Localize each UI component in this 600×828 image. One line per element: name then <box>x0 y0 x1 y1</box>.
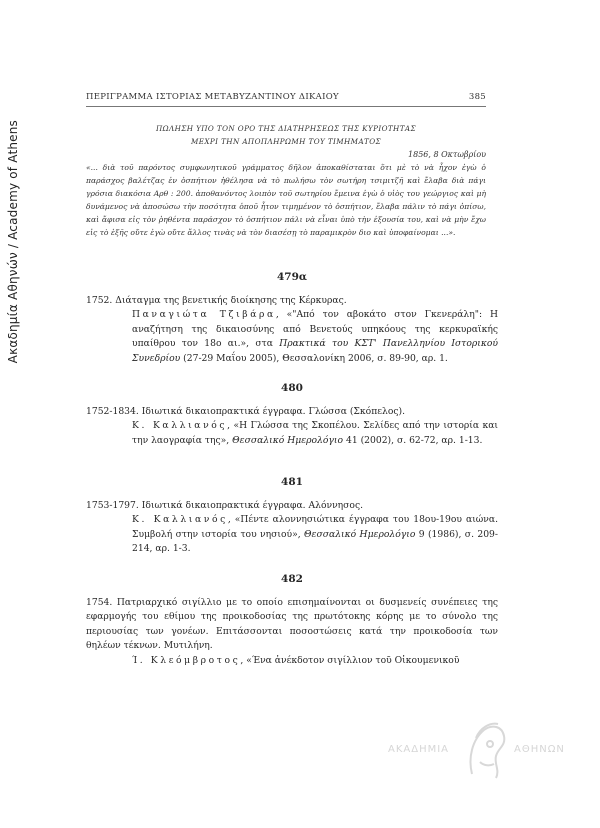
intro-date: 1856, 8 Οκτωβρίου <box>408 150 486 159</box>
entry-author: Κ. Καλλιανός <box>132 514 228 525</box>
entry-number: 480 <box>281 382 303 394</box>
entry-heading: 1753-1797. Ιδιωτικά δικαιοπρακτικά έγγραφα. Αλόννησος. <box>86 499 364 511</box>
entry-number: 482 <box>281 573 303 585</box>
intro-title-line2: ΜΕΧΡΙ ΤΗΝ ΑΠΟΠΛΗΡΩΜΗ ΤΟΥ ΤΙΜΗΜΑΤΟΣ <box>191 137 381 146</box>
entry-reference: Παναγιώτα Τζιβάρα, «"Από τον αβοκάτο στον Γκενεράλη": Η αναζήτηση της δικαιοσύνης από Βενετούς υπηκόους της κερκυραϊκής υπαίθρου τον 18ο αι.», στα Πρακτικά του ΚΣΤ' Πανελληνίου Ιστορικού Συνεδρίου (27-29 Μαΐου 2005), Θεσσαλονίκη 2006, σ. 89-90, αρ. 1. <box>132 309 498 364</box>
entry-number: 481 <box>281 476 303 488</box>
header-title: ΠΕΡΙΓΡΑΜΜΑ ΙΣΤΟΡΙΑΣ ΜΕΤΑΒΥΖΑΝΤΙΝΟΥ ΔΙΚΑΙΟΥ <box>86 92 339 102</box>
entry-479a <box>86 270 498 366</box>
logo-text-left: ΑΚΑΔΗΜΙΑ <box>388 744 450 755</box>
entry-author: Ί. Κλεόμβροτος <box>132 654 241 666</box>
entry-heading: 1752. Διάταγμα της βενετικής διοίκησης της Κέρκυρας. <box>86 294 347 306</box>
intro-title-line1: ΠΩΛΗΣΗ ΥΠΟ ΤΟΝ ΟΡΟ ΤΗΣ ΔΙΑΤΗΡΗΣΕΩΣ ΤΗΣ ΚΥΡΙΟΤΗΤΑΣ <box>156 124 416 133</box>
entry-reference: Ί. Κλεόμβροτος, «Ένα ἀνέκδοτον σιγίλλιον τοῦ Οἰκουμενικοῦ <box>132 654 460 666</box>
entry-author: Παναγιώτα Τζιβάρα <box>132 309 276 320</box>
academy-logo <box>388 718 580 788</box>
entry-reference: Κ. Καλλιανός, «Πέντε αλοννησιώτικα έγγραφα του 18ου-19ου αιώνα. Συμβολή στην ιστορία του νησιού», Θεσσαλικό Ημερολόγιο 9 (1986), σ. 209-214, αρ. 1-3. <box>132 514 499 554</box>
side-watermark: Ακαδημία Αθηνών / Academy of Athens <box>6 120 20 364</box>
running-header <box>86 92 486 102</box>
logo-text-right: ΑΘΗΝΩΝ <box>514 744 565 755</box>
intro-block <box>86 122 486 239</box>
entry-heading: 1754. Πατριαρχικό σιγίλλιο με το οποίο επισημαίνονται οι δυσμενείς συνέπειες της εφαρμογής του εθίμου της προικοδοσίας της πρωτότοκης κόρης με το σύνολο της περιουσίας των γονέων. Επιτάσσονται ποσοστώσεις κατά την προικοδοσία των θηλέων τέκνων. Μυτιλήνη. <box>86 596 498 651</box>
entry-number: 479α <box>277 271 307 283</box>
entry-481 <box>86 475 498 557</box>
page-number: 385 <box>468 92 486 102</box>
entry-reference: Κ. Καλλιανός, «Η Γλώσσα της Σκοπέλου. Σελίδες από την ιστορία και την λαογραφία της», Θεσσαλικό Ημερολόγιο 41 (2002), σ. 62-72, αρ. 1-13. <box>132 420 499 446</box>
entry-author: Κ. Καλλιανός <box>132 420 228 431</box>
entry-heading: 1752-1834. Ιδιωτικά δικαιοπρακτικά έγγραφα. Γλώσσα (Σκόπελος). <box>86 405 406 417</box>
entry-482 <box>86 572 498 668</box>
header-rule <box>86 106 486 107</box>
entry-480 <box>86 381 498 448</box>
intro-quote: «... διὰ τοῦ παρόντος συμφωνητικοῦ γράμματος δῆλον ἀποκαθίσταται ὅτι μὲ τὸ νὰ ἦχον ἐγὼ ὁ παράσχος βαλέτζας ἐν ὀσπήτιον ἠθέλησα νὰ τὸ πωλήσω τὸν σωτήρη τσιμιτζῆ καὶ ἔλαβα διὰ πάγι γρόσια διακόσια Αρθ : 200. ἀποθανόντος λοιπὸν τοῦ σωτηρίου ἔμεινα ἐγὼ ὁ υἱὸς του γεώργιος καὶ μὴ δυνάμενος νὰ ἀποσώσω τὴν ποσότητα ὁποῦ ἦτον τιμημένον τὸ ὀσπήτιον, ἔλαβα πάλιν τὸ πάγι ὀπίσω, καὶ ἄφισα εἰς τὸν ῥηθέντα παράσχον τὸ ὀσπήτιον πάλι νὰ εἶναι ὑπὸ τὴν ἐξουσία του, καὶ νὰ μὴν ἔχω εἰς τὸ ἑξῆς οὔτε ἐγὼ οὔτε ἄλλος τινὰς νὰ τὸν διασέσῃ τὸ παραμικρὸν διο καὶ ὑποφαίνομαι ...». <box>86 163 486 237</box>
athena-head-icon <box>462 718 508 784</box>
